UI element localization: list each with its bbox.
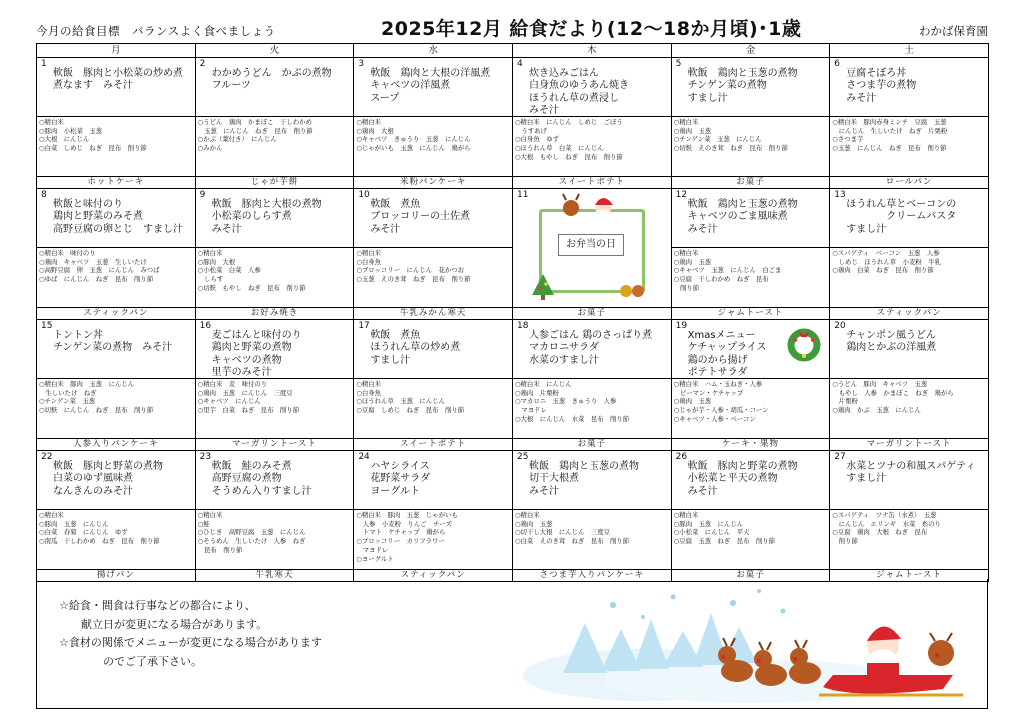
- ingredients-list: ○精白米 ○鶏肉 玉葱 ○切干し大根 にんじん 三度豆 ○白菜 えのき茸 ねぎ 昆布 削り節: [514, 511, 630, 546]
- ingredients-cell: [195, 248, 354, 308]
- ingredients-cell: [195, 379, 354, 439]
- christmas-tree-icon: [531, 273, 555, 301]
- ingredients-list: ○精白米 ハム・玉ねぎ・人参 ピーマン・ケチャップ ○鶏肉 玉葱 ○じゃが芋・人参・胡瓜・コーン ○キャベツ・人参・ベーコン: [673, 380, 769, 423]
- day-number: 5: [675, 59, 682, 69]
- day-number: 2: [199, 59, 206, 69]
- dish-list: チャンポン風うどん 鶏肉とかぶの洋風煮: [846, 330, 937, 354]
- snack-cell: お好み焼き: [195, 308, 354, 320]
- snack-cell: 揚げパン: [37, 570, 196, 582]
- snack-cell: お菓子: [671, 177, 830, 189]
- ingredients-cell: [671, 510, 830, 570]
- dish-list: わかめうどん かぶの煮物 フルーツ: [211, 68, 332, 92]
- snack-row: [37, 439, 989, 451]
- snack-cell: ケーキ・果物: [671, 439, 830, 451]
- dish-list: 炊き込みごはん 白身魚のゆうあん焼き ほうれん草の煮浸し みそ汁: [528, 68, 629, 117]
- dish-list: 人参ごはん 鶏のさっぱり煮 マカロニサラダ 水菜のすまし汁: [528, 330, 653, 366]
- day-number: 27: [834, 452, 846, 462]
- ingredients-cell: [830, 248, 989, 308]
- dish-list: 軟飯 鶏肉と玉葱の煮物 切干大根煮 みそ汁: [528, 461, 639, 497]
- dish-list: 水菜とツナの和風スパゲティ すまし汁: [846, 461, 976, 485]
- day-number: 8: [41, 190, 47, 200]
- snack-row: [37, 308, 989, 320]
- snack-cell: ロールパン: [830, 177, 989, 189]
- weekday-header: 月: [37, 44, 196, 58]
- ingredients-list: ○スパゲティ ツナ缶（水煮） 玉葱 にんじん エリンギ 水菜 糸のり ○豆腐 鶏肉 大根 ねぎ 昆布 削り節: [832, 511, 941, 546]
- day-cell: [671, 189, 830, 248]
- day-number: 20: [834, 321, 846, 331]
- ingredients-cell: [37, 117, 196, 177]
- gift-icon: [619, 281, 645, 299]
- menu-row: [37, 58, 989, 117]
- day-number: 11: [516, 190, 529, 200]
- day-cell: [512, 451, 671, 510]
- day-cell: [830, 58, 989, 117]
- day-number: 16: [199, 321, 212, 331]
- santa-sleigh-icon: [819, 626, 963, 695]
- day-number: 3: [358, 59, 365, 69]
- ingredients-list: ○精白米 ○鶏肉 玉葱 ○チンゲン菜 玉葱 にんじん ○切麩 えのき茸 ねぎ 昆布 削り節: [673, 118, 788, 153]
- ingredients-list: ○精白米 味付のり ○鶏肉 キャベツ 玉葱 生しいたけ ○高野豆腐 卵 玉葱 にんじん みつば ○ゆば にんじん ねぎ 昆布 削り節: [39, 249, 160, 284]
- ingredients-list: ○精白米 ○豚肉 玉葱 にんじん ○小松菜 にんじん 平天 ○豆腐 玉葱 ねぎ 昆布 削り節: [673, 511, 776, 546]
- day-number: 4: [516, 59, 523, 69]
- day-cell: [195, 58, 354, 117]
- weekday-header: 木: [512, 44, 671, 58]
- dish-list: 軟飯 豚肉と大根の煮物 小松菜のしらす煮 みそ汁: [211, 199, 322, 235]
- dish-list: 軟飯と味付のり 鶏肉と野菜のみそ煮 高野豆腐の卵とじ すまし汁: [53, 199, 183, 235]
- day-cell: [37, 320, 196, 379]
- ingredients-cell: [37, 248, 196, 308]
- ingredients-list: ○精白米 ○豚肉 大根 ○小松菜 白菜 人参 しらす ○切麩 もやし ねぎ 昆布 削り節: [197, 249, 306, 292]
- dish-list: Xmasメニュー ケチャップライス 鶏のから揚げ ポテトサラダ: [687, 330, 767, 379]
- weekday-header: 火: [195, 44, 354, 58]
- dish-list: ほうれん草とベーコンの クリームパスタ すまし汁: [846, 199, 957, 235]
- ingredients-list: ○精白米 ○鶏肉 大根 ○キャベツ きゅうり 玉葱 にんじん ○じゃがいも 玉葱 にんじん 鶏がら: [356, 118, 471, 153]
- day-number: 19: [675, 321, 688, 331]
- ingredients-cell: [354, 379, 513, 439]
- day-number: 17: [358, 321, 370, 331]
- ingredients-list: ○精白米 豚肉 玉葱 じゃがいも 人参 小麦粉 りんご チーズ トマト ケチャップ 鶏がら ○ブロッコリー カリフラワー マヨドレ ○ヨーグルト: [356, 511, 458, 563]
- day-cell: [830, 189, 989, 248]
- snack-cell: スティックパン: [37, 308, 196, 320]
- day-number: 18: [516, 321, 529, 331]
- day-cell: [671, 58, 830, 117]
- day-cell: [354, 58, 513, 117]
- snack-cell: ホットケーキ: [37, 177, 196, 189]
- ingredients-list: ○精白米 にんじん ○鶏肉 片栗粉 ○マカロニ 玉葱 きゅうり 人参 マヨドレ ○大根 にんじん 水菜 昆布 削り節: [514, 380, 630, 423]
- day-number: 9: [199, 190, 206, 200]
- notes-panel: [36, 579, 988, 709]
- day-cell: [195, 451, 354, 510]
- snack-cell: ジャムトースト: [830, 570, 989, 582]
- snack-cell: スイートポテト: [512, 177, 671, 189]
- dish-list: 麦ごはんと味付のり 鶏肉と野菜の煮物 キャベツの煮物 里芋のみそ汁: [211, 330, 302, 379]
- ingredients-cell: [354, 248, 513, 308]
- page-title: 2025年12月 給食だより(12～18か月頃)･1歳: [381, 18, 802, 40]
- snack-cell: ジャムトースト: [671, 308, 830, 320]
- ingredients-row: [37, 117, 989, 177]
- bento-day-label: お弁当の日: [558, 234, 624, 256]
- day-number: 10: [358, 190, 370, 200]
- ingredients-list: ○精白米 豚肉 玉葱 にんじん 生しいたけ ねぎ ○チンゲン菜 玉葱 ○切麩 にんじん ねぎ 昆布 削り節: [39, 380, 154, 415]
- menu-row: [37, 451, 989, 510]
- day-number: 25: [516, 452, 529, 462]
- ingredients-cell: [354, 510, 513, 570]
- day-cell: [195, 189, 354, 248]
- snack-cell: 人参入りパンケーキ: [37, 439, 196, 451]
- day-cell: [830, 451, 989, 510]
- day-cell: [354, 451, 513, 510]
- ingredients-cell: [37, 510, 196, 570]
- ingredients-list: ○精白米 にんじん しめじ ごぼう うすあげ ○白身魚 ゆず ○ほうれん草 白菜 にんじん ○大根 もやし ねぎ 昆布 削り節: [514, 118, 623, 161]
- ingredients-cell: [37, 379, 196, 439]
- snack-cell: さつま芋入りパンケーキ: [512, 570, 671, 582]
- dish-list: 軟飯 鶏肉と玉葱の煮物 キャベツのごま風味煮 みそ汁: [687, 199, 798, 235]
- ingredients-list: ○精白米 ○豚肉 玉葱 にんじん ○白菜 春菊 にんじん ゆず ○南瓜 干しわかめ ねぎ 昆布 削り節: [39, 511, 160, 546]
- day-cell: [37, 58, 196, 117]
- ingredients-cell: [830, 117, 989, 177]
- snack-cell: スイートポテト: [354, 439, 513, 451]
- menu-row: [37, 320, 989, 379]
- ingredients-cell: [354, 117, 513, 177]
- ingredients-cell: [671, 379, 830, 439]
- page-header: [36, 14, 988, 44]
- ingredients-cell: [671, 117, 830, 177]
- weekday-header-row: [37, 44, 989, 58]
- snowflake-icon: [610, 589, 786, 619]
- dish-list: 軟飯 豚肉と野菜の煮物 白菜のゆず風味煮 なんきんのみそ汁: [53, 461, 163, 497]
- ingredients-list: ○精白米 ○白身魚 ○ほうれん草 玉葱 にんじん ○豆腐 しめじ ねぎ 昆布 削り節: [356, 380, 465, 415]
- ingredients-list: ○スパゲティ ベーコン 玉葱 人参 しめじ ほうれん草 小麦粉 牛乳 ○鶏肉 白菜 ねぎ 昆布 削り節: [832, 249, 941, 275]
- dish-list: 軟飯 鮭のみそ煮 高野豆腐の煮物 そうめん入りすまし汁: [211, 461, 312, 497]
- day-number: 1: [41, 59, 47, 69]
- ingredients-list: ○うどん 豚肉 キャベツ 玉葱 もやし 人参 かまぼこ ねぎ 鶏がら 片栗粉 ○鶏肉 かぶ 玉葱 にんじん: [832, 380, 954, 415]
- day-number: 13: [834, 190, 846, 200]
- menu-row: [37, 189, 989, 248]
- weekday-header: 水: [354, 44, 513, 58]
- dish-list: ハヤシライス 花野菜サラダ ヨーグルト: [370, 461, 431, 497]
- dish-list: 軟飯 豚肉と小松菜の炒め煮 煮なます みそ汁: [53, 68, 183, 92]
- wreath-icon: [785, 326, 823, 364]
- dish-list: 軟飯 豚肉と野菜の煮物 小松菜と平天の煮物 みそ汁: [687, 461, 798, 497]
- ingredients-list: ○精白米 麦 味付のり ○鶏肉 玉葱 にんじん 三度豆 ○キャベツ にんじん ○里芋 白菜 ねぎ 昆布 削り節: [197, 380, 300, 415]
- ingredients-cell: [830, 510, 989, 570]
- snack-cell: 牛乳みかん寒天: [354, 308, 513, 320]
- dish-list: 軟飯 鶏肉と玉葱の煮物 チンゲン菜の煮物 すまし汁: [687, 68, 798, 104]
- dish-list: 豆腐そぼろ丼 さつま芋の煮物 みそ汁: [846, 68, 917, 104]
- day-cell: [37, 189, 196, 248]
- day-cell-bento: [512, 189, 671, 308]
- christmas-scene-illustration: [523, 583, 983, 705]
- day-number: 26: [675, 452, 688, 462]
- snack-cell: 牛乳寒天: [195, 570, 354, 582]
- ingredients-cell: [195, 117, 354, 177]
- ingredients-row: [37, 510, 989, 570]
- dish-list: 軟飯 煮魚 ほうれん草の炒め煮 すまし汁: [370, 330, 461, 366]
- ingredients-list: ○うどん 鶏肉 かまぼこ 干しわかめ 玉葱 にんじん ねぎ 昆布 削り節 ○かぶ（葉付き） にんじん ○みかん: [197, 118, 313, 153]
- ingredients-list: ○精白米 ○鮭 ○ひじき 高野豆腐 玉葱 にんじん ○そうめん 生しいたけ 人参 ねぎ 昆布 削り節: [197, 511, 306, 554]
- ingredients-cell: [512, 379, 671, 439]
- ingredients-cell: [671, 248, 830, 308]
- dish-list: 軟飯 鶏肉と大根の洋風煮 キャベツの洋風煮 スープ: [370, 68, 491, 104]
- day-number: 24: [358, 452, 370, 462]
- day-cell: [830, 320, 989, 379]
- menu-calendar: [36, 43, 989, 582]
- ingredients-row: [37, 379, 989, 439]
- snack-cell: お菓子: [512, 308, 671, 320]
- snack-cell: お菓子: [512, 439, 671, 451]
- day-cell: [512, 320, 671, 379]
- ingredients-list: ○精白米 豚肉赤身ミンチ 豆腐 玉葱 にんじん 生しいたけ ねぎ 片栗粉 ○さつま芋 ○玉葱 にんじん ねぎ 昆布 削り節: [832, 118, 948, 153]
- day-number: 15: [41, 321, 53, 331]
- snack-cell: スティックパン: [354, 570, 513, 582]
- ingredients-list: ○精白米 ○鶏肉 玉葱 ○キャベツ 玉葱 にんじん 白ごま ○豆腐 干しわかめ ねぎ 昆布 削り節: [673, 249, 782, 292]
- day-number: 22: [41, 452, 53, 462]
- snack-cell: 米粉パンケーキ: [354, 177, 513, 189]
- snack-cell: マーガリントースト: [830, 439, 989, 451]
- day-number: 12: [675, 190, 688, 200]
- ingredients-cell: [830, 379, 989, 439]
- ingredients-cell: [512, 117, 671, 177]
- day-cell: [354, 189, 513, 248]
- snack-cell: お菓子: [671, 570, 830, 582]
- ingredients-list: ○精白米 ○豚肉 小松菜 玉葱 ○大根 にんじん ○白菜 しめじ ねぎ 昆布 削り節: [39, 118, 147, 153]
- school-name: わかば保育園: [919, 24, 988, 38]
- day-cell: [195, 320, 354, 379]
- reindeer-santa-icon: [557, 193, 627, 219]
- day-cell: [671, 451, 830, 510]
- ingredients-list: ○精白米 ○白身魚 ○ブロッコリー にんじん 花かつお ○玉葱 えのき茸 ねぎ 昆布 削り節: [356, 249, 471, 284]
- ingredients-cell: [195, 510, 354, 570]
- day-number: 23: [199, 452, 212, 462]
- weekday-header: 金: [671, 44, 830, 58]
- snack-cell: マーガリントースト: [195, 439, 354, 451]
- day-cell: [354, 320, 513, 379]
- weekday-header: 土: [830, 44, 989, 58]
- dish-list: 軟飯 煮魚 ブロッコリーの土佐煮 みそ汁: [370, 199, 471, 235]
- day-cell: [37, 451, 196, 510]
- day-number: 6: [834, 59, 841, 69]
- snack-cell: スティックパン: [830, 308, 989, 320]
- ingredients-cell: [512, 510, 671, 570]
- day-cell: [512, 58, 671, 117]
- dish-list: トントン丼 チンゲン菜の煮物 みそ汁: [53, 330, 173, 354]
- snack-cell: じゃが芋餅: [195, 177, 354, 189]
- day-cell: [671, 320, 830, 379]
- monthly-goal: 今月の給食目標 バランスよく食べましょう: [36, 24, 276, 38]
- snack-row: [37, 177, 989, 189]
- notes-text: ☆給食・間食は行事などの都合により、 献立日が変更になる場合があります。 ☆食材の関係でメニューが変更になる場合があります のでご了承下さい。: [59, 599, 322, 668]
